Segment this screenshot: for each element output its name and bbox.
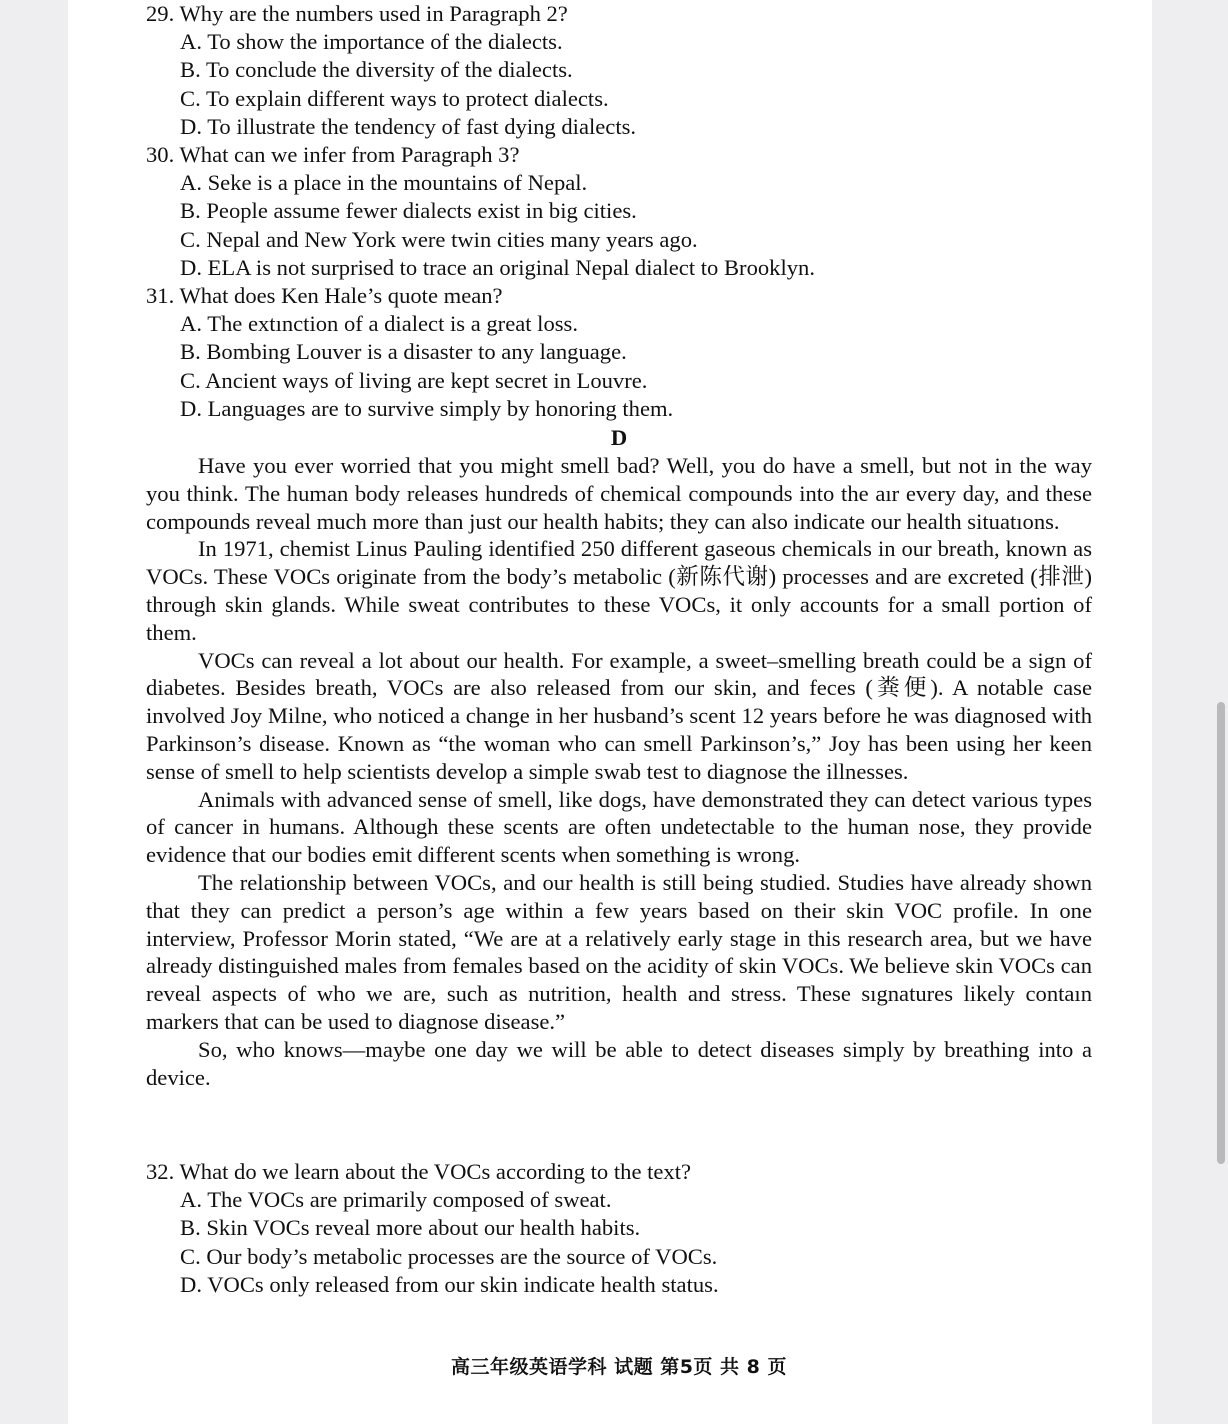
- option-b: B. To conclude the diversity of the dialects.: [180, 57, 573, 83]
- question-stem: 32. What do we learn about the VOCs according to the text?: [146, 1159, 692, 1184]
- passage-paragraph: VOCs can reveal a lot about our health. For example, a sweet–smelling breath could be a sign of diabetes. Besides breath, VOCs are also released from our skin, and feces (粪便). A notable case involved Joy Milne, who noticed a change in her husband’s scent 12 years before he was diagnosed with Parkinson’s disease. Known as “the woman who can smell Parkinson’s,” Joy has been using her keen sense of smell to help scientists develop a simple swab test to diagnose the illnesses.: [146, 647, 1092, 784]
- option-d: D. Languages are to survive simply by honoring them.: [180, 395, 674, 421]
- option-c: C. Nepal and New York were twin cities many years ago.: [180, 226, 698, 252]
- reading-passage: [146, 452, 1092, 1091]
- option-a: A. The extınction of a dialect is a great loss.: [180, 311, 578, 337]
- option-b: B. Bombing Louver is a disaster to any language.: [180, 339, 627, 365]
- section-heading: D: [610, 425, 628, 450]
- scrollbar-thumb[interactable]: [1217, 702, 1225, 1164]
- page-footer: 高三年级英语学科 试题 第5页 共 8 页: [450, 1356, 787, 1378]
- option-b: B. Skin VOCs reveal more about our health habits.: [180, 1215, 641, 1241]
- question-stem: 30. What can we infer from Paragraph 3?: [146, 142, 520, 167]
- option-b: B. People assume fewer dialects exist in big cities.: [180, 198, 637, 224]
- question-29: [146, 0, 1092, 141]
- question-30: [146, 141, 1092, 282]
- passage-paragraph: Have you ever worried that you might smell bad? Well, you do have a smell, but not in the way you think. The human body releases hundreds of chemical compounds into the aır every day, and these compounds reveal much more than just our health habits; they can also indicate our health situatıons.: [146, 453, 1092, 534]
- option-c: C. Our body’s metabolic processes are the source of VOCs.: [180, 1243, 718, 1269]
- question-31: [146, 282, 1092, 423]
- passage-paragraph: So, who knows—maybe one day we will be able to detect diseases simply by breathing into a device.: [146, 1036, 1092, 1090]
- question-32: [146, 1158, 1092, 1299]
- question-stem: 31. What does Ken Hale’s quote mean?: [146, 283, 503, 308]
- passage-paragraph: Animals with advanced sense of smell, like dogs, have demonstrated they can detect various types of cancer in humans. Although these scents are often undetectable to the human nose, they provide evidence that our bodies emit different scents when something is wrong.: [146, 786, 1092, 868]
- option-d: D. To illustrate the tendency of fast dying dialects.: [180, 113, 637, 139]
- option-a: A. Seke is a place in the mountains of Nepal.: [180, 170, 588, 196]
- option-d: D. ELA is not surprised to trace an original Nepal dialect to Brooklyn.: [180, 254, 815, 280]
- option-d: D. VOCs only released from our skin indicate health status.: [180, 1271, 719, 1297]
- option-c: C. To explain different ways to protect dialects.: [180, 85, 609, 111]
- option-a: A. The VOCs are primarily composed of sweat.: [180, 1187, 612, 1213]
- question-stem: 29. Why are the numbers used in Paragraph 2?: [146, 1, 568, 26]
- option-a: A. To show the importance of the dialects.: [180, 29, 563, 55]
- option-c: C. Ancient ways of living are kept secret in Louvre.: [180, 367, 648, 393]
- passage-paragraph: The relationship between VOCs, and our health is still being studied. Studies have already shown that they can predict a person’s age within a few years based on their skin VOC profile. In one interview, Professor Morin stated, “We are at a relatively early stage in this research area, but we have already distinguished males from females based on the acidity of skin VOCs. We believe skin VOCs can reveal aspects of who we are, such as nutrition, health and stress. These sıgnatures likely contaın markers that can be used to diagnose disease.”: [146, 869, 1092, 1034]
- passage-paragraph: In 1971, chemist Linus Pauling identified 250 different gaseous chemicals in our breath, known as VOCs. These VOCs originate from the body’s metabolic (新陈代谢) processes and are excreted (排泄) through skin glands. While sweat contributes to these VOCs, it only accounts for a small portion of them.: [146, 536, 1092, 645]
